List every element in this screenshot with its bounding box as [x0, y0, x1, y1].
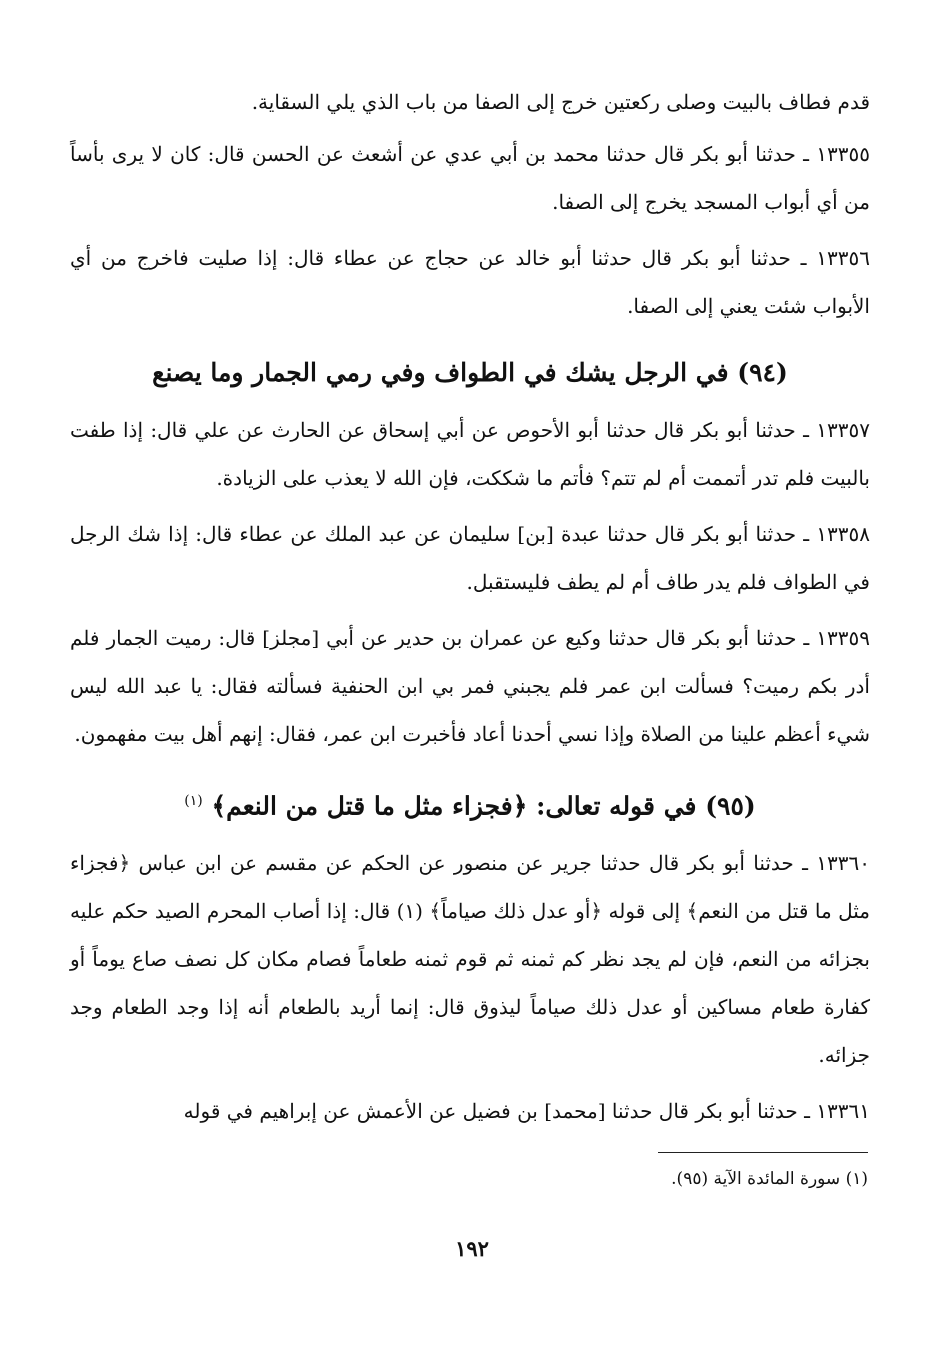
section-heading-94: (٩٤) في الرجل يشك في الطواف وفي رمي الجمار وما يصنع	[152, 358, 788, 387]
paragraph-13355: ١٣٣٥٥ ـ حدثنا أبو بكر قال حدثنا محمد بن أبي عدي عن أشعث عن الحسن قال: كان لا يرى بأساً من أي أبواب المسجد يخرج إلى الصفا.	[70, 142, 870, 214]
section-heading-95	[70, 776, 870, 831]
footnote-divider	[658, 1152, 868, 1153]
paragraph-13361: ١٣٣٦١ ـ حدثنا أبو بكر قال حدثنا [محمد] بن فضيل عن الأعمش عن إبراهيم في قوله	[183, 1099, 870, 1124]
footnote: (١) سورة المائدة الآية (٩٥).	[671, 1169, 868, 1189]
paragraph-13357: ١٣٣٥٧ ـ حدثنا أبو بكر قال حدثنا أبو الأحوص عن أبي إسحاق عن الحارث عن علي قال: إذا طفت بالبيت فلم تدر أتممت أم لم تتم؟ فأتم ما شككت، فإن الله لا يعذب على الزيادة.	[70, 418, 870, 490]
paragraph-13359: ١٣٣٥٩ ـ حدثنا أبو بكر قال حدثنا وكيع عن عمران بن حدير عن أبي [مجلز] قال: رميت الجمار فلم أدر بكم رميت؟ فسألت ابن عمر فلم يجبني فمر بي ابن الحنفية فسألته فقال: يا عبد الله ليس شيء أعظم علينا من الصلاة وإذا نسي أحدنا أعاد فأخبرت ابن عمر، فقال: إنهم أهل بيت مفهمون.	[70, 626, 870, 746]
paragraph-continuation: قدم فطاف بالبيت وصلى ركعتين خرج إلى الصفا من باب الذي يلي السقاية.	[251, 90, 870, 114]
paragraph-13358: ١٣٣٥٨ ـ حدثنا أبو بكر قال حدثنا عبدة [بن] سليمان عن عبد الملك عن عطاء قال: إذا شك الرجل في الطواف فلم يدر طاف أم لم يطف فليستقبل.	[70, 522, 870, 594]
paragraph-13356: ١٣٣٥٦ ـ حدثنا أبو بكر قال حدثنا أبو خالد عن حجاج عن عطاء قال: إذا صليت فاخرج من أي الأبواب شئت يعني إلى الصفا.	[70, 246, 870, 318]
page-body	[70, 78, 870, 1143]
footnote-reference: (١)	[184, 793, 203, 809]
section-heading-95-text: (٩٥) في قوله تعالى: ﴿فجزاء مثل ما قتل من النعم﴾	[211, 791, 756, 821]
paragraph-13360: ١٣٣٦٠ ـ حدثنا أبو بكر قال حدثنا جرير عن منصور عن الحكم عن مقسم عن ابن عباس ﴿فجزاء مثل ما قتل من النعم﴾ إلى قوله ﴿أو عدل ذلك صياماً﴾ (١) قال: إذا أصاب المحرم الصيد حكم عليه بجزائه من النعم، فإن لم يجد نظر كم ثمنه ثم قوم ثمنه طعاماً فصام مكان كل نصف صاع يوماً أو كفارة طعام مساكين أو عدل ذلك صياماً ليذوق قال: إنما أريد بالطعام أنه إذا وجد الطعام وجد جزائه.	[70, 851, 870, 1068]
page-number: ١٩٢	[455, 1236, 489, 1261]
